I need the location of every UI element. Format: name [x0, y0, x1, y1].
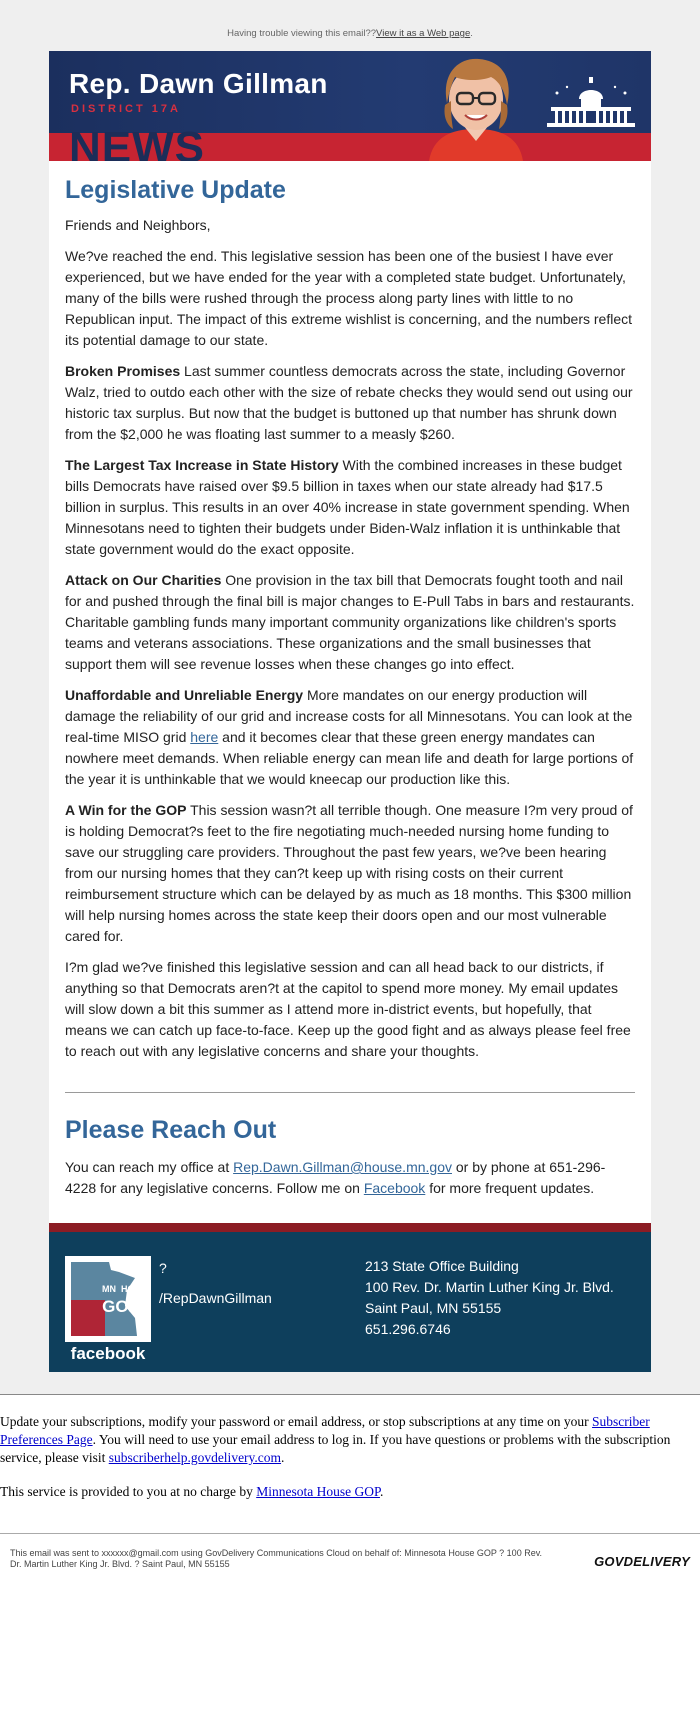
view-online-prefix: Having trouble viewing this email??: [227, 28, 377, 39]
header-news-text: NEWS: [69, 123, 205, 161]
portrait-photo: [421, 51, 531, 161]
section-broken-promises: [65, 361, 635, 445]
section-charities: [65, 570, 635, 675]
logo-mn-text: MN: [102, 1284, 116, 1294]
greeting: Friends and Neighbors,: [65, 217, 211, 233]
section-text: Last summer countless democrats across the state, including Governor Walz, tried to outdo each other with the size of rebate checks they would send out using our historic tax surplus. But now that the budget is buttoned up that number has shrunk down from the $2,000 he was floating last summer to a measly $260.: [65, 363, 633, 442]
view-online-link[interactable]: View it as a Web page: [376, 28, 471, 39]
address-line: 213 State Office Building: [365, 1258, 519, 1274]
office-phone: 651.296.6746: [365, 1321, 451, 1337]
section-text: This session wasn?t all terrible though. One measure I?m very proud of is holding Democrat?s feet to the fire negotiating much-needed nursing home funding to save our struggling care providers. Throughout the past few years, we?ve been hearing from our nursing homes that they can?t keep up with rising costs on their current reimbursement structure which can be delayed by as much as 18 months. This $300 million will help nursing homes across the state keep their doors open and our most vulnerable cared for.: [65, 802, 633, 944]
facebook-caption: facebook: [70, 1344, 146, 1363]
subscriber-preferences-link[interactable]: Subscriber Preferences Page: [0, 1414, 650, 1447]
legal-text: This email was sent to xxxxxx@gmail.com using GovDelivery Communications Cloud on behalf of: Minnesota House GOP ? 100 Rev. Dr. Martin Luther King Jr. Blvd. ? Saint Paul, MN 55155: [10, 1548, 543, 1569]
facebook-logo-link[interactable]: [65, 1256, 151, 1368]
reach-out-title: Please Reach Out: [65, 1116, 277, 1144]
address-line: 100 Rev. Dr. Martin Luther King Jr. Blvd.: [365, 1279, 614, 1295]
subscription-paragraph: Update your subscriptions, modify your password or email address, or stop subscriptions at any time on your Subscriber Preferences Page. You will need to use your email address to log in. If you have questions or problems with the subscription service, please visit subscriberhelp.govdelivery.com.: [0, 1414, 671, 1465]
question-mark-text: ?: [159, 1260, 167, 1276]
minnesota-state-icon: [65, 1256, 151, 1342]
header-rep-name: Rep. Dawn Gillman: [69, 68, 328, 99]
address-line: Saint Paul, MN 55155: [365, 1300, 502, 1316]
social-handle-block: [159, 1258, 272, 1308]
subscriber-help-link[interactable]: subscriberhelp.govdelivery.com: [108, 1450, 282, 1465]
section-text: With the combined increases in these budget bills Democrats have raised over $9.5 billion in taxes when our state already had $17.5 billion in surplus. This results in an over 40% increase in state government spending. When Minnesotans need to tighten their budgets under Biden-Walz inflation it is unthinkable that state government would do the exact opposite.: [65, 457, 630, 557]
govdelivery-logo[interactable]: GOVDELIVERY: [594, 1554, 690, 1569]
legal-notice: [0, 1534, 700, 1574]
closing-paragraph: I?m glad we?ve finished this legislative session and can all head back to our districts, if anything so that Democrats aren?t at the capitol to spend more money. My email updates will slow down a bit this summer as I attend more in-district events, but hopefully, that means we can catch up face-to-face. Keep up the good fight and as always please feel free to reach out with any legislative concerns and share your thoughts.: [65, 959, 631, 1059]
office-address: [365, 1256, 614, 1340]
header-district: DISTRICT 17A: [71, 103, 181, 115]
reach-out-paragraph: You can reach my office at Rep.Dawn.Gillman@house.mn.gov or by phone at 651-296-4228 for any legislative concerns. Follow me on Facebook for more frequent updates.: [65, 1159, 606, 1196]
facebook-handle: /RepDawnGillman: [159, 1290, 272, 1306]
footer-red-stripe: [49, 1223, 651, 1232]
subscription-footer: [0, 1394, 700, 1574]
minnesota-house-gop-link[interactable]: Minnesota House GOP: [256, 1484, 380, 1499]
view-online-bar: Having trouble viewing this email??View it as a Web page.: [227, 28, 473, 39]
legislative-update-title: Legislative Update: [65, 176, 286, 204]
logo-gop-text: GOP: [102, 1297, 140, 1316]
facebook-link[interactable]: Facebook: [363, 1180, 426, 1196]
newsletter-header: [49, 51, 651, 161]
section-heading: Broken Promises: [65, 363, 181, 379]
section-heading: Attack on Our Charities: [65, 572, 222, 588]
mn-house-gop-logo: [65, 1256, 151, 1342]
section-energy: [65, 685, 635, 790]
section-gop-win: [65, 800, 635, 947]
section-text: More mandates on our energy production will damage the reliability of our grid and increase costs for all Minnesotans. You can look at the real-time MISO grid: [65, 687, 633, 745]
email-card: [49, 51, 651, 1372]
office-email-link[interactable]: Rep.Dawn.Gillman@house.mn.gov: [233, 1159, 452, 1175]
intro-paragraph: We?ve reached the end. This legislative session has been one of the busiest I have ever experienced, but we have ended for the year with a completed state budget. Unfortunately, many of the bills were rushed through the process along party lines with little to no Republican input. The impact of this extreme wishlist is concerning, and the numbers reflect its potential damage to our state.: [65, 248, 633, 348]
section-heading: Unaffordable and Unreliable Energy: [65, 687, 304, 703]
miso-grid-link[interactable]: here: [190, 729, 219, 745]
contact-footer: [49, 1232, 651, 1372]
newsletter-body: [49, 161, 651, 1223]
logo-house-text: HOUSE: [121, 1284, 151, 1294]
section-tax-increase: [65, 455, 635, 560]
section-text: and it becomes clear that these green energy mandates can nowhere meet demands. When reliable energy can mean life and death for large portions of the year it is unthinkable that we would kneecap our production like this.: [65, 729, 634, 787]
section-divider: [65, 1092, 635, 1093]
service-provider-paragraph: This service is provided to you at no charge by Minnesota House GOP.: [0, 1484, 384, 1499]
capitol-building-icon: [543, 75, 639, 131]
section-heading: A Win for the GOP: [65, 802, 187, 818]
section-text: One provision in the tax bill that Democrats fought tooth and nail for and pushed through the final bill is major changes to E-Pull Tabs in bars and restaurants. Charitable gambling funds many important community organizations like children's sports teams and veterans associations. These organizations and the small businesses that support them will see revenue losses when these changes go into effect.: [65, 572, 635, 672]
section-heading: The Largest Tax Increase in State History: [65, 457, 339, 473]
